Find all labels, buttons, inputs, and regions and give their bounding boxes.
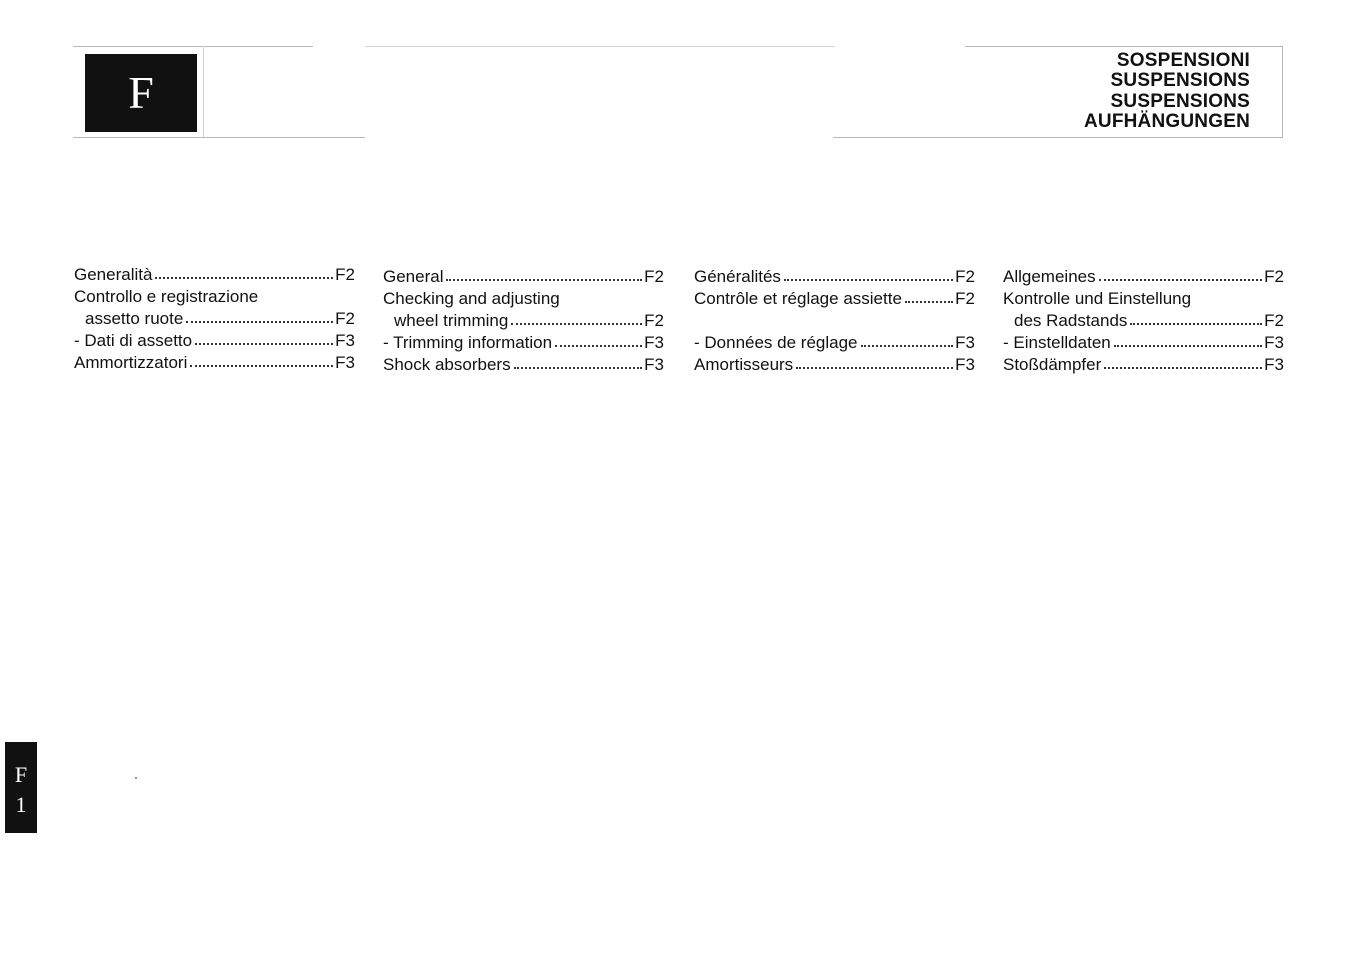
toc-page: F2 — [644, 267, 664, 286]
toc-label: Kontrolle und Einstellung — [1003, 289, 1192, 308]
toc-page: F3 — [335, 353, 355, 372]
dot-leader — [1099, 268, 1263, 282]
header-rule-bottom-left — [73, 137, 365, 138]
toc-label: Généralités — [694, 267, 781, 286]
toc-entry[interactable] — [1003, 310, 1284, 332]
toc-entry[interactable] — [1003, 354, 1284, 376]
title-italian: SOSPENSIONI — [1116, 50, 1250, 71]
header-rule-bottom-right — [833, 137, 1283, 138]
toc-page: F2 — [955, 289, 975, 308]
toc-label: General — [383, 267, 444, 286]
dot-leader — [514, 356, 643, 370]
scan-speck — [135, 777, 137, 779]
toc-page: F3 — [335, 331, 355, 350]
dot-leader — [195, 332, 333, 346]
toc-label: Checking and adjusting — [383, 289, 560, 308]
header-rule-top-left — [73, 46, 313, 47]
toc-entry[interactable] — [694, 332, 975, 354]
title-german: AUFHÄNGUNGEN — [1083, 110, 1250, 132]
toc-page: F2 — [644, 311, 664, 330]
dot-leader — [784, 268, 953, 282]
toc-label: Controllo e registrazione — [74, 287, 259, 306]
toc-page: F2 — [1264, 311, 1284, 330]
chapter-titles — [1084, 51, 1250, 132]
toc-label: des Radstands — [1014, 311, 1128, 330]
toc-entry[interactable] — [74, 330, 355, 352]
toc-entry[interactable] — [383, 354, 664, 376]
toc-entry[interactable] — [74, 352, 355, 374]
dot-leader — [1104, 356, 1262, 370]
toc-label: - Einstelldaten — [1003, 333, 1111, 352]
dot-leader — [1114, 334, 1262, 348]
toc-page: F3 — [1264, 333, 1284, 352]
toc-entry[interactable] — [74, 264, 355, 286]
dot-leader — [446, 268, 642, 282]
toc-entry[interactable] — [383, 332, 664, 354]
dot-leader — [905, 290, 953, 304]
side-tab-letter: F — [14, 762, 28, 787]
header-rule-top-right — [965, 46, 1283, 47]
toc-column-french — [694, 266, 975, 376]
toc-entry[interactable] — [383, 288, 664, 310]
toc-entry[interactable] — [1003, 266, 1284, 288]
dot-leader — [1130, 312, 1262, 326]
toc-column-italian — [74, 264, 355, 374]
title-french: SUSPENSIONS — [1110, 90, 1250, 112]
dot-leader — [861, 334, 954, 348]
section-letter: F — [128, 67, 154, 118]
toc-entry[interactable] — [694, 266, 975, 288]
toc-label: Shock absorbers — [383, 355, 511, 374]
toc-page: F3 — [955, 355, 975, 374]
section-side-tab — [5, 742, 37, 833]
toc-label: wheel trimming — [394, 311, 509, 330]
toc-label: Amortisseurs — [694, 355, 794, 374]
toc-page: F2 — [335, 309, 355, 328]
toc-page: F3 — [955, 333, 975, 352]
toc-entry[interactable] — [694, 288, 975, 310]
toc-entry[interactable] — [383, 310, 664, 332]
toc-label: - Trimming information — [383, 333, 553, 352]
toc-spacer — [694, 310, 975, 332]
toc-entry[interactable] — [383, 266, 664, 288]
toc-entry[interactable] — [74, 308, 355, 330]
toc-label: - Dati di assetto — [74, 331, 193, 350]
toc-page: F3 — [1264, 355, 1284, 374]
toc-entry[interactable] — [694, 354, 975, 376]
title-english: SUSPENSIONS — [1110, 70, 1250, 92]
dot-leader — [511, 312, 642, 326]
section-letter-block — [85, 54, 197, 132]
toc-page: F2 — [1264, 267, 1284, 286]
toc-entry[interactable] — [1003, 332, 1284, 354]
dot-leader — [190, 354, 333, 368]
dot-leader — [155, 266, 333, 280]
toc-column-german — [1003, 266, 1284, 376]
toc-page: F3 — [644, 333, 664, 352]
toc-page: F3 — [644, 355, 664, 374]
toc-page: F2 — [955, 267, 975, 286]
toc-label: Contrôle et réglage assiette — [694, 289, 902, 308]
toc-label: assetto ruote — [85, 309, 184, 328]
header-rule-vertical-right — [1282, 46, 1283, 137]
dot-leader — [555, 334, 642, 348]
side-tab-number: 1 — [15, 792, 27, 817]
toc-column-english — [383, 266, 664, 376]
toc-entry[interactable] — [1003, 288, 1284, 310]
header-rule-vertical-left — [203, 46, 204, 137]
toc-label: Allgemeines — [1003, 267, 1096, 286]
toc-page: F2 — [335, 265, 355, 284]
toc-label: Ammortizzatori — [74, 353, 188, 372]
header-rule-top-middle — [365, 46, 835, 47]
dot-leader — [796, 356, 953, 370]
dot-leader — [186, 310, 333, 324]
toc-label: - Données de réglage — [694, 333, 858, 352]
toc-entry[interactable] — [74, 286, 355, 308]
toc-label: Stoßdämpfer — [1003, 355, 1102, 374]
toc-label: Generalità — [74, 265, 153, 284]
